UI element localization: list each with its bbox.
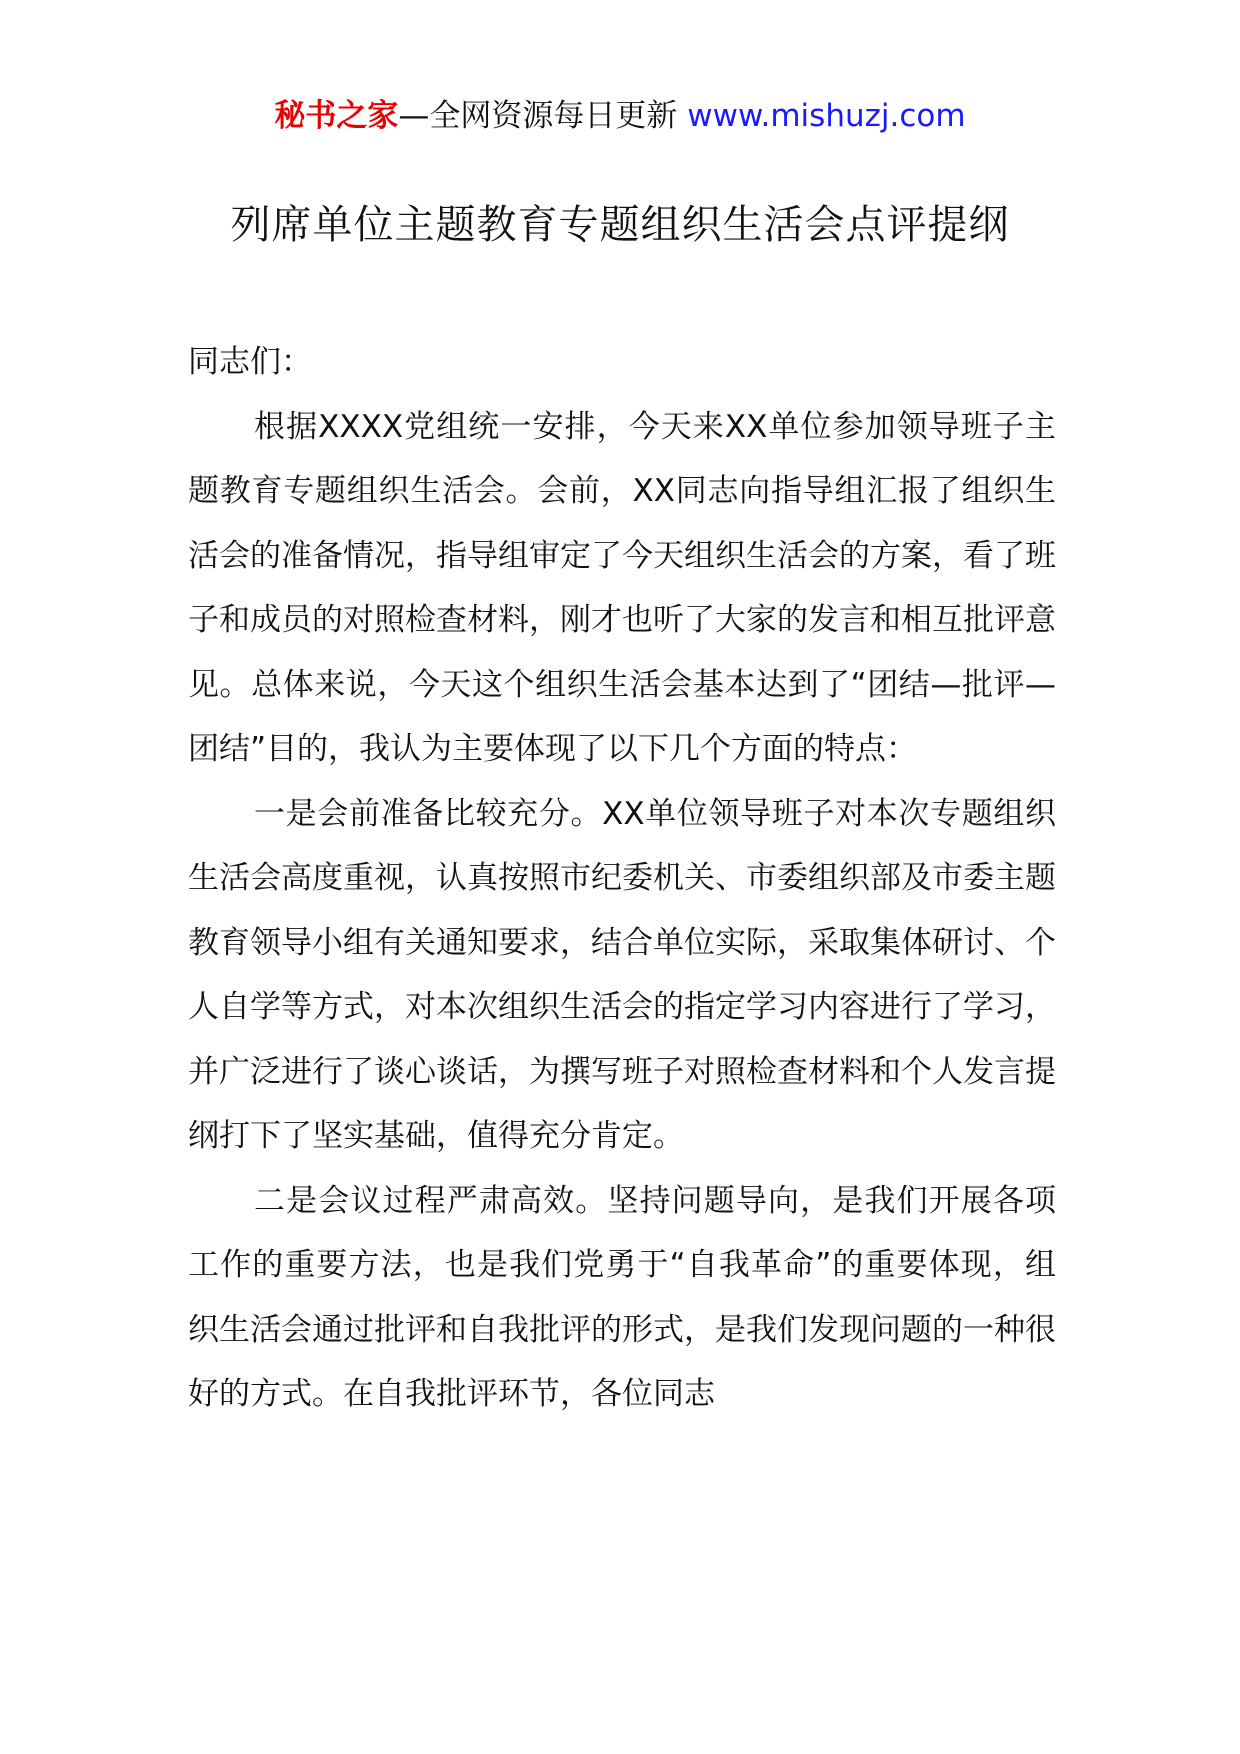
paragraph-3: 二是会议过程严肃高效。坚持问题导向，是我们开展各项工作的重要方法，也是我们党勇于“自我革命”的重要体现，组织生活会通过批评和自我批评的形式，是我们发现问题的一种很好的方式。在自我批评环节，各位同志 (188, 1182, 1056, 1412)
brand-name: 秘书之家 (274, 98, 399, 134)
header-slogan: —全网资源每日更新 (398, 98, 688, 134)
site-url-link[interactable]: www.mishuzj.com (687, 98, 966, 134)
paragraph-1: 根据XXXX党组统一安排，今天来XX单位参加领导班子主题教育专题组织生活会。会前，XX同志向指导组汇报了组织生活会的准备情况，指导组审定了今天组织生活会的方案，看了班子和成员的对照检查材料，刚才也听了大家的发言和相互批评意见。总体来说，今天这个组织生活会基本达到了“团结—批评—团结”目的，我认为主要体现了以下几个方面的特点： (188, 408, 1056, 767)
site-header (0, 96, 1240, 136)
paragraph-2: 一是会前准备比较充分。XX单位领导班子对本次专题组织生活会高度重视，认真按照市纪委机关、市委组织部及市委主题教育领导小组有关通知要求，结合单位实际，采取集体研讨、个人自学等方式，对本次组织生活会的指定学习内容进行了学习，并广泛进行了谈心谈话，为撰写班子对照检查材料和个人发言提纲打下了坚实基础，值得充分肯定。 (188, 795, 1056, 1154)
salutation: 同志们： (188, 344, 312, 380)
document-title: 列席单位主题教育专题组织生活会点评提纲 (230, 202, 1010, 248)
document-body (188, 330, 1056, 1427)
